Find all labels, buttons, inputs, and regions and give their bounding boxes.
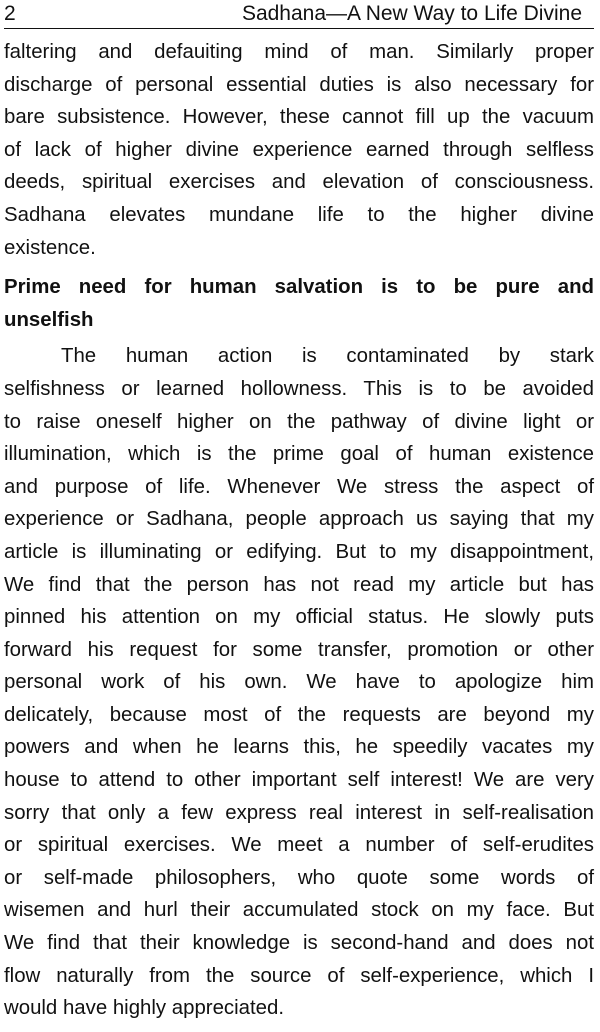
paragraph [4, 36, 594, 264]
text-line: or self-made philosophers, who quote some words of [4, 866, 594, 889]
text-line: article is illuminating or edifying. But to my disappointment, [4, 540, 594, 563]
text-line: We find that their knowledge is second-hand and does not [4, 932, 594, 955]
text-line: personal work of his own. We have to apologize him [4, 671, 594, 694]
text-line: wisemen and hurl their accumulated stock on my face. But [4, 899, 594, 922]
text-line: existence. [4, 236, 96, 259]
page-header [4, 0, 594, 30]
header-rule [4, 28, 594, 29]
text-line: pinned his attention on my official status. He slowly puts [4, 606, 594, 629]
text-line: delicately, because most of the requests are beyond my [4, 703, 594, 726]
text-line: The human action is contaminated by stark [61, 345, 594, 368]
running-title: Sadhana—A New Way to Life Divine [241, 2, 582, 25]
text-line: powers and when he learns this, he speedily vacates my [4, 736, 594, 759]
paragraph [4, 340, 594, 1024]
text-line: deeds, spiritual exercises and elevation of consciousness. [4, 171, 594, 194]
text-line: Sadhana elevates mundane life to the higher divine [4, 203, 594, 226]
text-line: house to attend to other important self interest! We are very [4, 769, 594, 792]
text-line: to raise oneself higher on the pathway of divine light or [4, 410, 594, 433]
text-line: selfishness or learned hollowness. This is to be avoided [4, 377, 594, 400]
text-line: and purpose of life. Whenever We stress the aspect of [4, 475, 594, 498]
text-line: would have highly appreciated. [4, 997, 284, 1020]
section-heading [4, 271, 594, 336]
heading-line: unselfish [4, 308, 94, 331]
body-text [4, 36, 594, 1025]
text-line: illumination, which is the prime goal of human existence [4, 443, 594, 466]
text-line: flow naturally from the source of self-experience, which I [4, 964, 594, 987]
page-number: 2 [4, 2, 16, 25]
text-line: bare subsistence. However, these cannot fill up the vacuum [4, 106, 594, 129]
spacer [4, 264, 594, 271]
text-line: or spiritual exercises. We meet a number of self-erudites [4, 834, 594, 857]
text-line: of lack of higher divine experience earned through selfless [4, 138, 594, 161]
text-line: forward his request for some transfer, promotion or other [4, 638, 594, 661]
text-line: We find that the person has not read my article but has [4, 573, 594, 596]
text-line: experience or Sadhana, people approach us saying that my [4, 508, 594, 531]
text-line: sorry that only a few express real interest in self-realisation [4, 801, 594, 824]
text-line: discharge of personal essential duties is also necessary for [4, 73, 594, 96]
heading-line: Prime need for human salvation is to be pure and [4, 276, 594, 299]
text-line: faltering and defauiting mind of man. Similarly proper [4, 41, 594, 63]
